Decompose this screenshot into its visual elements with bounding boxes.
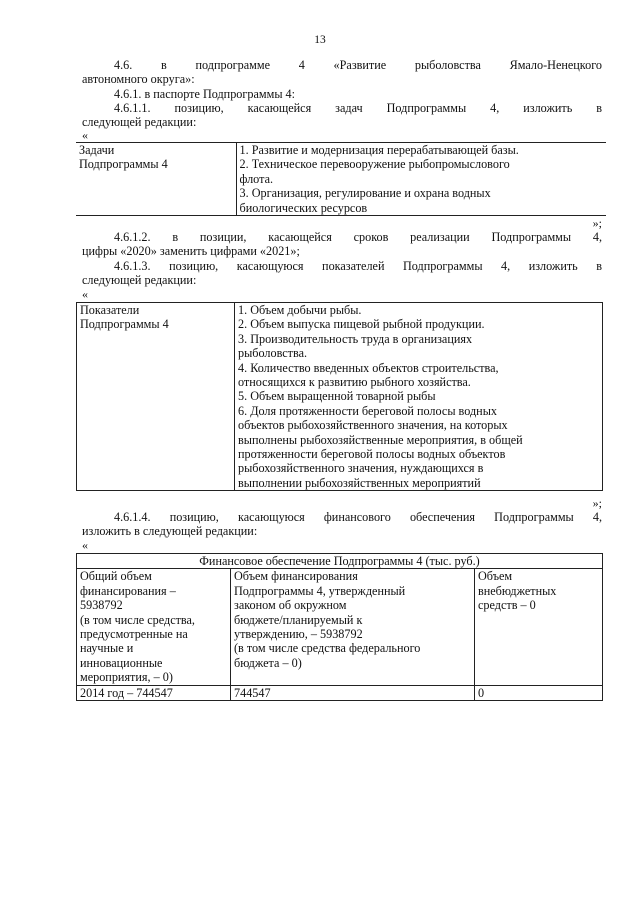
finance-budget-line: (в том числе средства федерального (234, 641, 421, 656)
finance-table (76, 553, 603, 701)
paragraph-4-6-1-2 (82, 230, 602, 259)
quote-close-2: »; (592, 496, 602, 510)
indicators-label-line: Подпрограммы 4 (80, 317, 169, 332)
paragraph-4-6-1-2-line1: 4.6.1.2. в позиции, касающейся сроков реализации Подпрограммы 4, (114, 230, 602, 244)
indicators-item: рыбохозяйственного значения, нуждающихся в (238, 461, 484, 476)
tasks-item: 2. Техническое перевооружение рыбопромыслового (239, 157, 510, 172)
quote-open-1: « (82, 128, 88, 142)
indicators-item: выполнении рыбохозяйственных мероприятий (238, 475, 481, 490)
tasks-items-cell (236, 143, 606, 216)
paragraph-4-6-1-3-line1: 4.6.1.3. позицию, касающуюся показателей Подпрограммы 4, изложить в (114, 259, 602, 273)
finance-budget-line: утверждению, – 5938792 (234, 627, 363, 642)
finance-2014-year: 2014 год – 744547 (77, 685, 231, 700)
finance-budget-line: бюджета – 0) (234, 655, 302, 670)
indicators-item: относящихся к развитию рыбного хозяйства. (238, 375, 471, 390)
finance-extra-line: средств – 0 (478, 598, 536, 613)
indicators-item: протяженности береговой полосы водных объектов (238, 447, 506, 462)
finance-budget-cell (231, 569, 475, 685)
tasks-item: 1. Развитие и модернизация перерабатывающей базы. (239, 143, 519, 157)
paragraph-4-6 (82, 58, 602, 87)
indicators-item: 6. Доля протяженности береговой полосы водных (238, 403, 497, 418)
indicators-item: 2. Объем выпуска пищевой рыбной продукции. (238, 317, 485, 332)
indicators-item: 3. Производительность труда в организациях (238, 331, 473, 346)
paragraph-4-6-1-1-line1: 4.6.1.1. позицию, касающейся задач Подпрограммы 4, изложить в (114, 101, 602, 115)
paragraph-4-6-1-4-line1: 4.6.1.4. позицию, касающуюся финансового обеспечения Подпрограммы 4, (114, 510, 602, 524)
tasks-item: биологических ресурсов (239, 200, 368, 215)
finance-budget-line: Объем финансирования (234, 569, 358, 584)
paragraph-4-6-line2: автономного округа»: (82, 72, 195, 87)
paragraph-4-6-1: 4.6.1. в паспорте Подпрограммы 4: (114, 87, 296, 101)
indicators-item: 4. Количество введенных объектов строительства, (238, 360, 499, 375)
finance-total-line: предусмотренные на (80, 627, 188, 642)
finance-total-line: мероприятия, – 0) (80, 670, 173, 685)
tasks-label-cell (76, 143, 236, 216)
finance-2014-budget: 744547 (231, 685, 475, 700)
finance-total-cell (77, 569, 231, 685)
indicators-item: 5. Объем выращенной товарной рыбы (238, 389, 436, 404)
quote-open-3: « (82, 538, 88, 552)
indicators-items-cell (235, 303, 603, 491)
paragraph-4-6-1-2-line2: цифры «2020» заменить цифрами «2021»; (82, 244, 300, 259)
indicators-table (76, 302, 603, 491)
finance-total-line: 5938792 (80, 598, 123, 613)
finance-total-line: инновационные (80, 655, 163, 670)
finance-total-line: финансирования – (80, 583, 176, 598)
tasks-table (76, 142, 606, 216)
finance-total-line: Общий объем (80, 569, 152, 584)
paragraph-4-6-1-1 (82, 101, 602, 130)
tasks-label-line: Задачи (79, 143, 115, 157)
finance-extra-line: внебюджетных (478, 583, 557, 598)
indicators-item: 1. Объем добычи рыбы. (238, 303, 362, 317)
finance-budget-line: Подпрограммы 4, утвержденный (234, 583, 406, 598)
finance-extra-cell (475, 569, 603, 685)
finance-total-line: (в том числе средства, (80, 612, 195, 627)
quote-close-1: »; (592, 216, 602, 230)
finance-budget-line: бюджете/планируемый к (234, 612, 363, 627)
indicators-label-line: Показатели (80, 303, 140, 317)
paragraph-4-6-line1: 4.6. в подпрограмме 4 «Развитие рыболовства Ямало-Ненецкого (114, 58, 602, 72)
indicators-item: выполнены рыбохозяйственные мероприятия, в общей (238, 432, 523, 447)
page-number: 13 (314, 34, 326, 46)
finance-row-2014 (77, 685, 603, 700)
finance-2014-extra: 0 (475, 685, 603, 700)
indicators-item: рыболовства. (238, 346, 308, 361)
finance-total-line: научные и (80, 641, 134, 656)
finance-budget-line: законом об окружном (234, 598, 347, 613)
paragraph-4-6-1-3-line2: следующей редакции: (82, 273, 197, 288)
paragraph-4-6-1-4-line2: изложить в следующей редакции: (82, 524, 258, 539)
paragraph-4-6-1-3 (82, 259, 602, 288)
indicators-label-cell (77, 303, 235, 491)
quote-open-2: « (82, 287, 88, 301)
tasks-item: 3. Организация, регулирование и охрана водных (239, 186, 491, 201)
paragraph-4-6-1-1-line2: следующей редакции: (82, 115, 197, 130)
indicators-item: объектов рыбохозяйственного значения, на которых (238, 418, 508, 433)
tasks-label-line: Подпрограммы 4 (79, 157, 168, 172)
tasks-item: флота. (239, 171, 274, 186)
paragraph-4-6-1-4 (82, 510, 602, 539)
finance-extra-line: Объем (478, 569, 513, 584)
finance-header: Финансовое обеспечение Подпрограммы 4 (тыс. руб.) (77, 554, 603, 569)
